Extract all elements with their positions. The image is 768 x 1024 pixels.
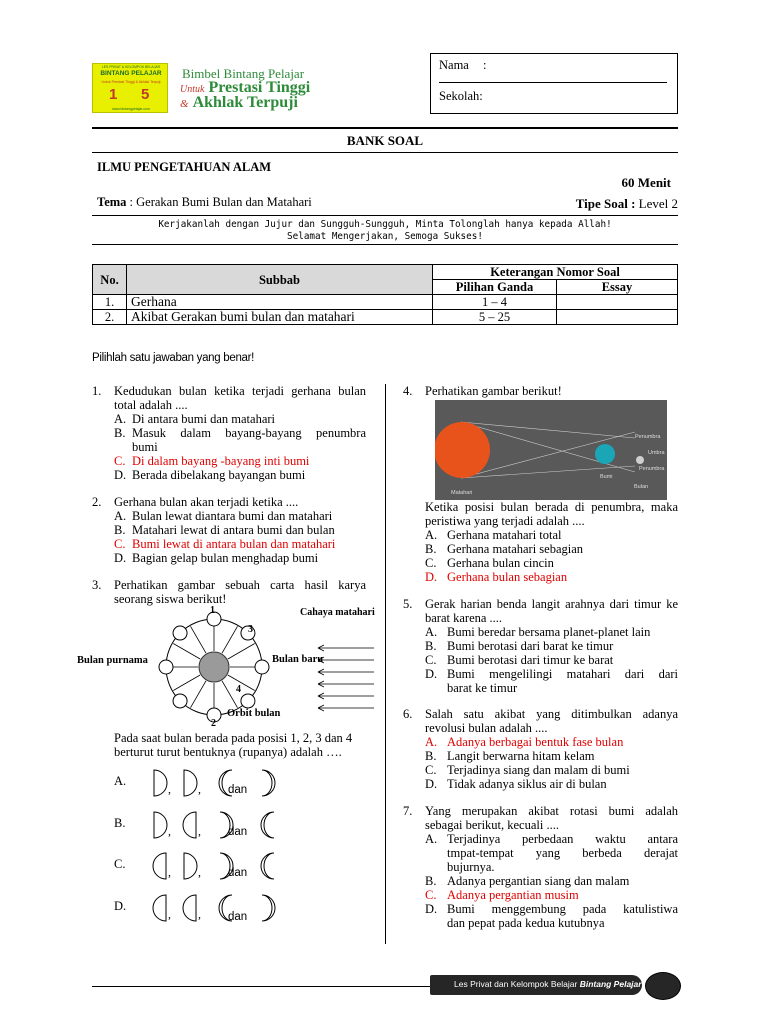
option-text: bujurnya. bbox=[447, 860, 495, 874]
name-colon: : bbox=[483, 58, 487, 72]
moon-phase-shape bbox=[184, 853, 197, 879]
q3-choice-B[interactable] bbox=[114, 808, 284, 842]
sunlight-arrows bbox=[318, 645, 374, 711]
q-stem: Gerak harian benda langit arahnya dari timur ke barat karena .... bbox=[425, 597, 678, 625]
subbab-table bbox=[92, 264, 678, 325]
logo-org: Bimbel Bintang Pelajar bbox=[182, 66, 305, 81]
tipe-line bbox=[576, 196, 678, 212]
dan-label: dan bbox=[228, 867, 248, 879]
header-rule-3 bbox=[92, 215, 678, 216]
option-letter: A. bbox=[425, 625, 438, 639]
row-subbab: Gerhana bbox=[127, 295, 433, 310]
logo-badge-line2: Untuk Prestasi Tinggi & Akhlak Terpuji bbox=[101, 80, 161, 84]
option-text: barat ke timur bbox=[447, 681, 518, 695]
moon-phase-shape bbox=[261, 812, 274, 838]
comma: , bbox=[168, 907, 171, 921]
q-stem: Salah satu akibat yang ditimbulkan adanya revolusi bulan adalah .... bbox=[425, 707, 678, 735]
option-text: Bumi berotasi dari barat ke timur bbox=[447, 639, 614, 653]
option-letter: A. bbox=[425, 832, 438, 846]
moon-phase-shape bbox=[262, 770, 275, 796]
option-letter: C. bbox=[425, 888, 437, 902]
question-1 bbox=[92, 384, 366, 484]
tema-value: : Gerakan Bumi Bulan dan Matahari bbox=[126, 195, 312, 209]
row-pg: 1 – 4 bbox=[433, 295, 557, 310]
option-letter: D. bbox=[425, 902, 438, 916]
question-6 bbox=[403, 707, 678, 793]
duration: 60 Menit bbox=[621, 175, 671, 190]
option-letter: D. bbox=[425, 570, 438, 584]
orbit-spoke bbox=[191, 626, 207, 653]
q-after: Ketika posisi bulan berada di penumbra, maka peristiwa yang terjadi adalah .... bbox=[425, 500, 678, 528]
q-number: 7. bbox=[403, 804, 413, 818]
option-letter: A. bbox=[425, 735, 438, 749]
option-text: Berada dibelakang bayangan bumi bbox=[132, 468, 306, 482]
option-text: Bumi menggembung pada katulistiwa bbox=[447, 902, 678, 916]
logo-tagline-2 bbox=[180, 94, 298, 112]
option-text: Adanya berbagai bentuk fase bulan bbox=[447, 735, 624, 749]
option-text: Terjadinya siang dan malam di bumi bbox=[447, 763, 630, 777]
option-text: Adanya pergantian musim bbox=[447, 888, 579, 902]
th-ket: Keterangan Nomor Soal bbox=[433, 265, 678, 280]
name-field[interactable] bbox=[439, 82, 667, 83]
label-penumbra-top: Penumbra bbox=[635, 434, 661, 440]
q-stem: Yang merupakan akibat rotasi bumi adalah sebagai berikut, kecuali .... bbox=[425, 804, 678, 832]
dan-label: dan bbox=[228, 911, 248, 923]
table-row bbox=[93, 295, 678, 310]
orbit-moon bbox=[173, 626, 187, 640]
header-rule-4 bbox=[92, 244, 678, 245]
label-matahari: Matahari bbox=[451, 490, 473, 496]
orbit-spoke bbox=[191, 681, 207, 708]
moon-orbit-diagram bbox=[74, 604, 394, 730]
th-pg: Pilihan Ganda bbox=[433, 280, 557, 295]
option-text: dan pepat pada kedua kutubnya bbox=[447, 916, 605, 930]
eclipse-svg bbox=[435, 400, 667, 500]
option-letter: A. bbox=[114, 412, 127, 426]
comma: , bbox=[168, 824, 171, 838]
logo bbox=[92, 63, 338, 113]
logo-badge bbox=[92, 63, 168, 113]
label-n3: 3 bbox=[248, 624, 253, 635]
note-2: Selamat Mengerjakan, Semoga Sukses! bbox=[287, 231, 483, 242]
comma: , bbox=[198, 824, 201, 838]
school-field[interactable] bbox=[491, 89, 667, 105]
option-text: Gerhana matahari total bbox=[447, 528, 562, 542]
footer-text-a: Les Privat dan Kelompok Belajar bbox=[454, 979, 580, 989]
option-letter: C. bbox=[425, 653, 437, 667]
option-letter: C. bbox=[114, 537, 126, 551]
row-pg: 5 – 25 bbox=[433, 310, 557, 325]
label-penumbra-bot: Penumbra bbox=[639, 466, 665, 472]
q-stem: Perhatikan gambar berikut! bbox=[425, 384, 562, 398]
logo-tag1b: Prestasi Tinggi bbox=[208, 79, 311, 96]
moon-phase-shape bbox=[262, 895, 275, 921]
option-text: Terjadinya perbedaan waktu antara bbox=[447, 832, 678, 846]
choice-letter: B. bbox=[114, 816, 126, 830]
label-baru: Bulan baru bbox=[272, 654, 324, 665]
option-text: Masuk dalam bayang-bayang penumbra bbox=[132, 426, 366, 440]
orbit-spoke bbox=[228, 644, 255, 660]
sun bbox=[435, 422, 490, 478]
option-text: Bumi lewat di antara bulan dan matahari bbox=[132, 537, 336, 551]
label-orbit: Orbit bulan bbox=[227, 708, 281, 719]
option-text: Gerhana bulan sebagian bbox=[447, 570, 568, 584]
option-letter: D. bbox=[114, 468, 127, 482]
comma: , bbox=[198, 865, 201, 879]
logo-badge-grade-left: 1 bbox=[109, 86, 118, 103]
q-stem: Perhatikan gambar sebuah carta hasil karya seorang siswa berikut! bbox=[114, 578, 366, 606]
option-text: Bumi berotasi dari timur ke barat bbox=[447, 653, 614, 667]
option-text: Gerhana bulan cincin bbox=[447, 556, 554, 570]
option-letter: B. bbox=[425, 542, 437, 556]
question-2 bbox=[92, 495, 366, 567]
label-bulan: Bulan bbox=[634, 484, 649, 490]
question-5 bbox=[403, 597, 678, 697]
label-bumi: Bumi bbox=[600, 474, 613, 480]
eclipse-image bbox=[435, 400, 667, 500]
choice-letter: D. bbox=[114, 899, 127, 913]
option-text: Bumi beredar bersama planet-planet lain bbox=[447, 625, 651, 639]
option-text: Bulan lewat diantara bumi dan matahari bbox=[132, 509, 333, 523]
choice-letter: C. bbox=[114, 857, 126, 871]
label-n1: 1 bbox=[210, 605, 215, 616]
note-1: Kerjakanlah dengan Jujur dan Sungguh-Sungguh, Minta Tolonglah hanya kepada Allah! bbox=[158, 219, 612, 230]
option-text: Gerhana matahari sebagian bbox=[447, 542, 584, 556]
header-rule-top bbox=[92, 127, 678, 129]
row-essay bbox=[557, 295, 678, 310]
q3-choice-D[interactable] bbox=[114, 891, 284, 927]
option-letter: A. bbox=[425, 528, 438, 542]
header-rule-2 bbox=[92, 152, 678, 153]
row-subbab: Akibat Gerakan bumi bulan dan matahari bbox=[127, 310, 433, 325]
q-number: 4. bbox=[403, 384, 413, 398]
option-text: bumi bbox=[132, 440, 158, 454]
orbit-spoke bbox=[228, 675, 255, 691]
footer-text bbox=[454, 979, 642, 989]
logo-tag2b: Akhlak Terpuji bbox=[192, 94, 298, 111]
orbit-moon bbox=[173, 694, 187, 708]
moon-phase-shape bbox=[183, 895, 196, 921]
option-letter: D. bbox=[425, 667, 438, 681]
choice-letter: A. bbox=[114, 774, 127, 788]
comma: , bbox=[168, 782, 171, 796]
tipe-label: Tipe Soal : bbox=[575, 196, 636, 211]
moon-phase-shape bbox=[154, 812, 167, 838]
option-letter: B. bbox=[425, 749, 437, 763]
th-no: No. bbox=[93, 265, 127, 295]
identity-box bbox=[430, 53, 678, 114]
tema-line bbox=[97, 195, 312, 210]
dan-label: dan bbox=[228, 784, 248, 796]
logo-tag2a: & bbox=[180, 98, 189, 110]
option-letter: C. bbox=[114, 454, 126, 468]
row-no: 1. bbox=[93, 295, 127, 310]
logo-tag1a: Untuk bbox=[180, 84, 205, 95]
earth bbox=[595, 444, 615, 464]
row-no: 2. bbox=[93, 310, 127, 325]
label-purnama: Bulan purnama bbox=[77, 655, 148, 666]
option-letter: A. bbox=[114, 509, 127, 523]
option-text: Bagian gelap bulan menghadap bumi bbox=[132, 551, 319, 565]
q-after: Pada saat bulan berada pada posisi 1, 2, 3 dan 4 berturut turut bentuknya (rupanya) adalah …. bbox=[114, 731, 353, 759]
tipe-value: Level 2 bbox=[635, 196, 678, 211]
question-4-after bbox=[425, 500, 678, 584]
comma: , bbox=[198, 782, 201, 796]
option-letter: C. bbox=[425, 556, 437, 570]
th-subbab: Subbab bbox=[127, 265, 433, 295]
orbit-spoke bbox=[173, 644, 200, 660]
moon-phase-shape bbox=[183, 812, 196, 838]
logo-badge-title: BINTANG PELAJAR bbox=[100, 70, 162, 77]
moon-phase-shape bbox=[153, 853, 166, 879]
option-text: Di antara bumi dan matahari bbox=[132, 412, 275, 426]
footer-bar bbox=[430, 975, 642, 995]
orbit-moon bbox=[255, 660, 269, 674]
moon-phase-shape bbox=[154, 770, 167, 796]
label-n4: 4 bbox=[236, 684, 241, 695]
option-letter: D. bbox=[114, 551, 127, 565]
moon bbox=[636, 456, 644, 464]
logo-badge-line1: LES PRIVAT & KELOMPOK BELAJAR bbox=[101, 65, 161, 69]
tema-label: Tema bbox=[97, 195, 127, 209]
footer-circle bbox=[645, 972, 681, 1000]
question-7 bbox=[403, 804, 678, 930]
question-3-after bbox=[114, 731, 368, 759]
option-letter: B. bbox=[425, 639, 437, 653]
page-title: BANK SOAL bbox=[346, 133, 424, 148]
logo-badge-url: www.bintangpelajar.com bbox=[112, 107, 150, 111]
label-cahaya: Cahaya matahari bbox=[300, 607, 375, 618]
earth-center bbox=[199, 652, 229, 682]
option-text: Matahari lewat di antara bumi dan bulan bbox=[132, 523, 335, 537]
instruction: Pilihlah satu jawaban yang benar! bbox=[92, 352, 255, 364]
moon-phase-shape bbox=[153, 895, 166, 921]
moon-phase-shape bbox=[184, 770, 197, 796]
orbit-moon bbox=[241, 694, 255, 708]
option-letter: D. bbox=[425, 777, 438, 791]
q-number: 1. bbox=[92, 384, 102, 398]
option-text: Langit berwarna hitam kelam bbox=[447, 749, 595, 763]
option-letter: B. bbox=[114, 426, 126, 440]
school-label: Sekolah: bbox=[439, 89, 483, 103]
comma: , bbox=[198, 907, 201, 921]
q-number: 6. bbox=[403, 707, 413, 721]
option-letter: B. bbox=[114, 523, 126, 537]
comma: , bbox=[168, 865, 171, 879]
q3-choice-A[interactable] bbox=[114, 766, 284, 800]
q-stem: Gerhana bulan akan terjadi ketika .... bbox=[114, 495, 299, 509]
orbit-spoke bbox=[222, 626, 238, 653]
q-stem: Kedudukan bulan ketika terjadi gerhana bulan total adalah .... bbox=[114, 384, 366, 412]
q-number: 3. bbox=[92, 578, 102, 592]
q3-choice-C[interactable] bbox=[114, 849, 284, 883]
name-label: Nama bbox=[439, 58, 469, 72]
label-umbra: Umbra bbox=[648, 450, 665, 456]
row-essay bbox=[557, 310, 678, 325]
option-letter: C. bbox=[425, 763, 437, 777]
dan-label: dan bbox=[228, 826, 248, 838]
orbit-spoke bbox=[173, 675, 200, 691]
option-letter: B. bbox=[425, 874, 437, 888]
footer-text-b: Bintang Pelajar bbox=[579, 979, 642, 989]
q-number: 5. bbox=[403, 597, 413, 611]
orbit-moon bbox=[159, 660, 173, 674]
option-text: Di dalam bayang -bayang inti bumi bbox=[132, 454, 310, 468]
subject-title: ILMU PENGETAHUAN ALAM bbox=[97, 160, 272, 174]
option-text: tmpat-tempat yang berbeda derajat bbox=[447, 846, 678, 860]
q-number: 2. bbox=[92, 495, 102, 509]
th-essay: Essay bbox=[557, 280, 678, 295]
table-row bbox=[93, 310, 678, 325]
label-n2: 2 bbox=[211, 718, 216, 729]
option-text: Tidak adanya siklus air di bulan bbox=[447, 777, 607, 791]
moon-phase-shape bbox=[261, 853, 274, 879]
option-text: Adanya pergantian siang dan malam bbox=[447, 874, 630, 888]
logo-badge-grade-right: 5 bbox=[141, 86, 150, 103]
option-text: Bumi mengelilingi matahari dari dari bbox=[447, 667, 678, 681]
